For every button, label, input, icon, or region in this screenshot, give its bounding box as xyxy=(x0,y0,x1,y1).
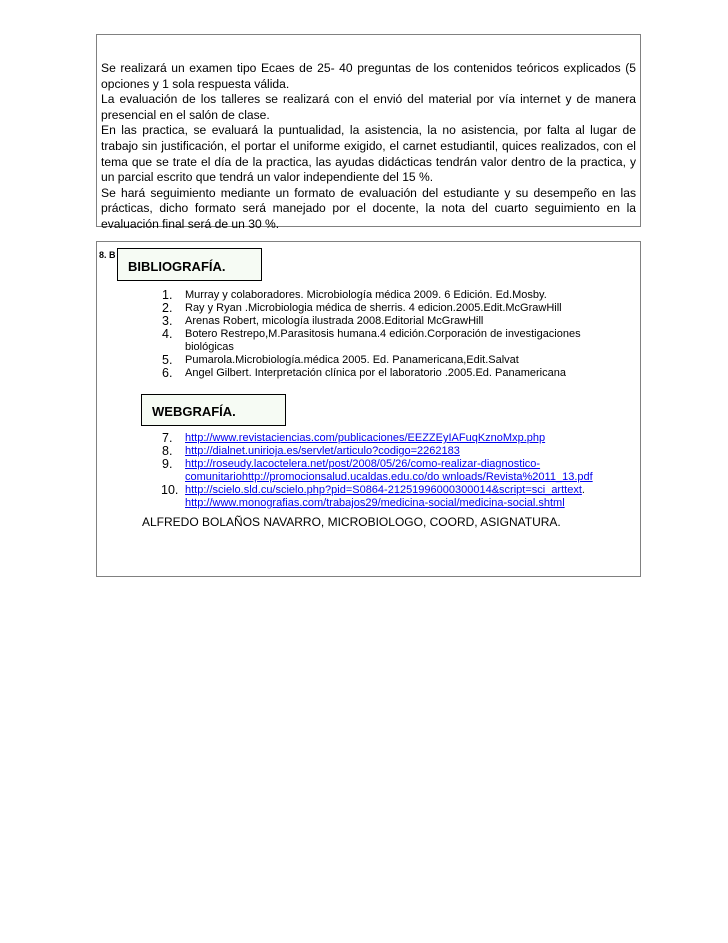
evaluation-text xyxy=(101,61,636,233)
bibliography-list xyxy=(147,289,627,380)
evaluation-paragraph-practice: En las practica, se evaluará la puntualidad, la asistencia, la no asistencia, por falta al lugar de trabajo sin justificación, el portar el uniforme exigido, el carnet estudiantil, quices realizados, con el tema que se trate el día de la practica, las ayudas didácticas tendrán valor dentro de la practica, y un parcial escrito que tendrá un valor independiente del 15 %. xyxy=(101,123,636,185)
section-number: 8. B xyxy=(99,250,116,260)
web-link[interactable]: http://roseudy.lacoctelera.net/post/2008/05/26/como-realizar-diagnostico-comunitariohttp://promocionsalud.ucaldas.edu.co/do wnloads/Revista%2011_13.pdf xyxy=(185,458,593,483)
list-item: 4. Botero Restrepo,M.Parasitosis humana.4 edición.Corporación de investigaciones biológicas xyxy=(162,327,581,353)
list-item: 6. Angel Gilbert. Interpretación clínica por el laboratorio .2005.Ed. Panamericana xyxy=(162,366,566,380)
list-item: 1. Murray y colaboradores. Microbiología médica 2009. 6 Edición. Ed.Mosby. xyxy=(162,288,547,302)
list-item: 7. http://www.revistaciencias.com/publicaciones/EEZZEyIAFuqKznoMxp.php xyxy=(162,431,546,445)
bibliography-title: BIBLIOGRAFÍA. xyxy=(117,248,262,281)
web-link[interactable]: http://www.monografias.com/trabajos29/medicina-social/medicina-social.shtml xyxy=(185,497,565,509)
evaluation-paragraph-followup: Se hará seguimiento mediante un formato de evaluación del estudiante y su desempeño en las prácticas, dicho formato será manejado por el docente, la nota del cuarto seguimiento en la evaluación final será de un 30 %. xyxy=(101,185,636,231)
evaluation-paragraph-workshops: La evaluación de los talleres se realizará con el envió del material por vía internet y de manera presencial en el salón de clase. xyxy=(101,92,636,122)
list-item: 2. Ray y Ryan .Microbiologia médica de sherris. 4 edicion.2005.Edit.McGrawHill xyxy=(162,301,562,315)
list-item: 3. Arenas Robert, micología ilustrada 2008.Editorial McGrawHill xyxy=(162,314,484,328)
coordinator-signature: ALFREDO BOLAÑOS NAVARRO, MICROBIOLOGO, COORD, ASIGNATURA. xyxy=(142,515,561,529)
web-link[interactable]: http://scielo.sld.cu/scielo.php?pid=S0864-21251996000300014&script=sci_arttext xyxy=(185,484,582,496)
list-item: 9. http://roseudy.lacoctelera.net/post/2008/05/26/como-realizar-diagnostico-comunitariohttp://promocionsalud.ucaldas.edu.co/do wnloads/Revista%2011_13.pdf xyxy=(162,457,593,483)
list-item: 5. Pumarola.Microbiología.médica 2005. Ed. Panamericana,Edit.Salvat xyxy=(162,353,519,367)
evaluation-box xyxy=(96,34,641,231)
list-item: 8. http://dialnet.unirioja.es/servlet/articulo?codigo=2262183 xyxy=(162,444,460,458)
webography-title: WEBGRAFÍA. xyxy=(141,394,286,426)
web-link[interactable]: http://dialnet.unirioja.es/servlet/articulo?codigo=2262183 xyxy=(185,445,460,457)
webography-list xyxy=(147,432,627,510)
web-link[interactable]: http://www.revistaciencias.com/publicaciones/EEZZEyIAFuqKznoMxp.php xyxy=(185,432,546,444)
list-item: 10. http://scielo.sld.cu/scielo.php?pid=S0864-21251996000300014&script=sci_arttext. http://www.monografias.com/trabajos29/medicina-social/medicina-social.shtml xyxy=(161,483,585,509)
evaluation-paragraph-exam: Se realizará un examen tipo Ecaes de 25- 40 preguntas de los contenidos teóricos explicados (5 opciones y 1 sola respuesta válida. xyxy=(101,61,636,91)
